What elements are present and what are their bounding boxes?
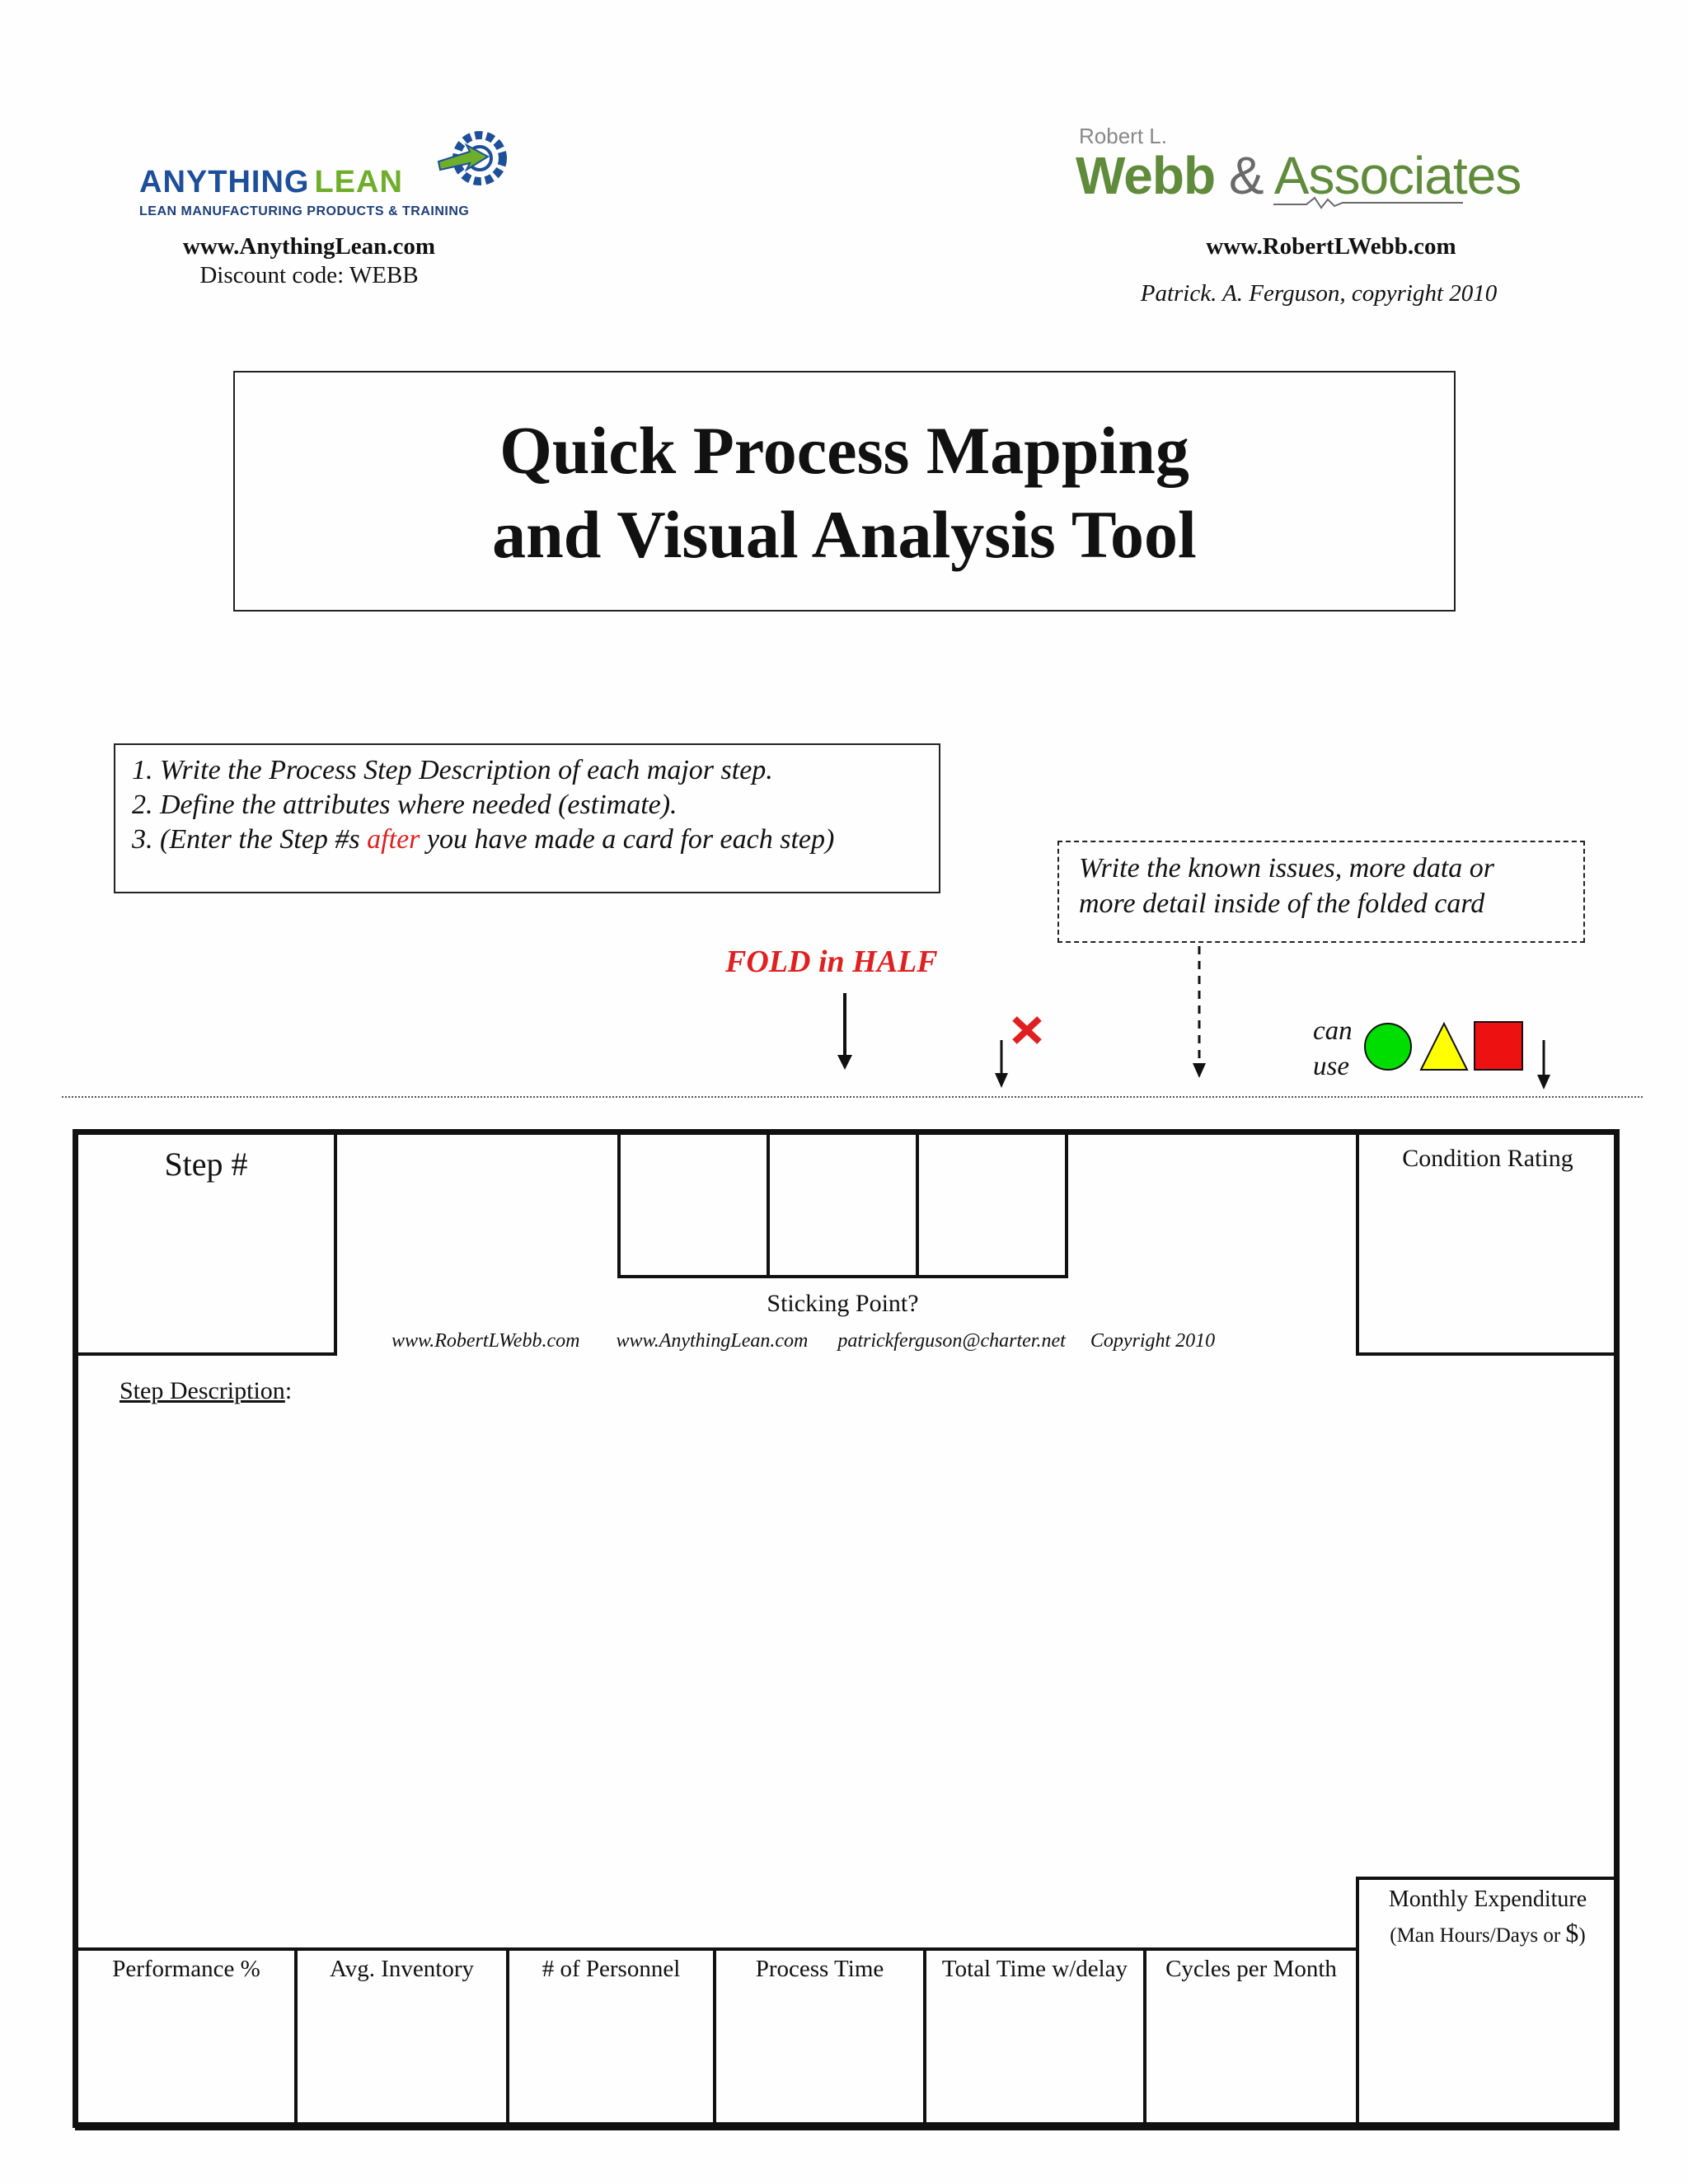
step-number-box[interactable] [75, 1132, 337, 1356]
instruction-3-emphasis: after [367, 824, 420, 855]
logo-webb: Webb [1076, 146, 1216, 205]
logo-associates: Associates [1273, 146, 1522, 205]
condition-rating-box[interactable] [1356, 1132, 1620, 1356]
footer-email[interactable]: patrickferguson@charter.net [837, 1330, 1066, 1352]
logo-word-anything: ANYTHING [139, 165, 310, 199]
title-line-2: and Visual Analysis Tool [492, 497, 1197, 572]
monthly-expenditure-label: Monthly Expenditure [1388, 1886, 1587, 1912]
metric-process-time[interactable]: Process Time [713, 1947, 926, 2130]
green-circle-icon [1365, 1024, 1411, 1070]
can-use-label: can use [1313, 1016, 1353, 1081]
instruction-3: 3. (Enter the Step #s after you have made a card for each step) [132, 824, 835, 855]
webb-url[interactable]: www.RobertLWebb.com [1206, 233, 1456, 260]
sticking-box-3[interactable] [916, 1132, 1068, 1278]
x-mark-icon [1015, 1019, 1039, 1042]
dashed-arrow [1193, 946, 1206, 1078]
known-issues-line-1: Write the known issues, more data or [1079, 853, 1494, 883]
step-number-label: Step # [164, 1146, 248, 1183]
condition-arrow [1537, 1040, 1550, 1090]
metric-performance[interactable]: Performance % [75, 1947, 298, 2130]
monthly-expenditure-sub: (Man Hours/Days or $) [1390, 1918, 1586, 1947]
red-square-icon [1475, 1022, 1522, 1070]
monthly-expenditure-box[interactable] [1356, 1877, 1620, 2130]
metric-cycles-per-month[interactable]: Cycles per Month [1143, 1947, 1359, 2130]
author-copyright: Patrick. A. Ferguson, copyright 2010 [1140, 280, 1498, 307]
condition-rating-label: Condition Rating [1402, 1145, 1573, 1172]
anything-lean-url[interactable]: www.AnythingLean.com [182, 233, 436, 260]
step-description-label: Step Description: [120, 1377, 293, 1404]
fold-arrow [837, 993, 852, 1070]
yellow-triangle-icon [1421, 1024, 1467, 1070]
fold-in-half-label: FOLD in HALF [725, 944, 938, 979]
title-line-1: Quick Process Mapping [499, 413, 1189, 488]
logo-robert-l: Robert L. [1079, 124, 1167, 148]
sticking-point-label: Sticking Point? [767, 1290, 919, 1317]
logo-tagline: LEAN MANUFACTURING PRODUCTS & TRAINING [139, 204, 470, 218]
fold-line [62, 1096, 1643, 1098]
discount-code: Discount code: WEBB [199, 262, 419, 288]
instruction-1: 1. Write the Process Step Description of each major step. [132, 755, 773, 785]
metric-total-time[interactable]: Total Time w/delay [923, 1947, 1146, 2130]
card-footer-links [392, 1330, 1215, 1352]
footer-url-webb[interactable]: www.RobertLWebb.com [392, 1330, 580, 1352]
logo-word-lean: LEAN [314, 165, 403, 199]
metric-personnel[interactable]: # of Personnel [506, 1947, 716, 2130]
process-card [73, 1129, 1620, 2128]
footer-copyright: Copyright 2010 [1090, 1330, 1216, 1352]
known-issues-line-2: more detail inside of the folded card [1079, 888, 1485, 919]
instruction-2: 2. Define the attributes where needed (estimate). [132, 790, 678, 820]
metric-avg-inventory[interactable]: Avg. Inventory [294, 1947, 509, 2130]
sticking-box-2[interactable] [767, 1132, 919, 1278]
logo-ampersand: & [1228, 146, 1264, 205]
sticking-box-1[interactable] [617, 1132, 770, 1278]
footer-url-anythinglean[interactable]: www.AnythingLean.com [616, 1330, 809, 1352]
sticking-arrow [995, 1040, 1008, 1088]
